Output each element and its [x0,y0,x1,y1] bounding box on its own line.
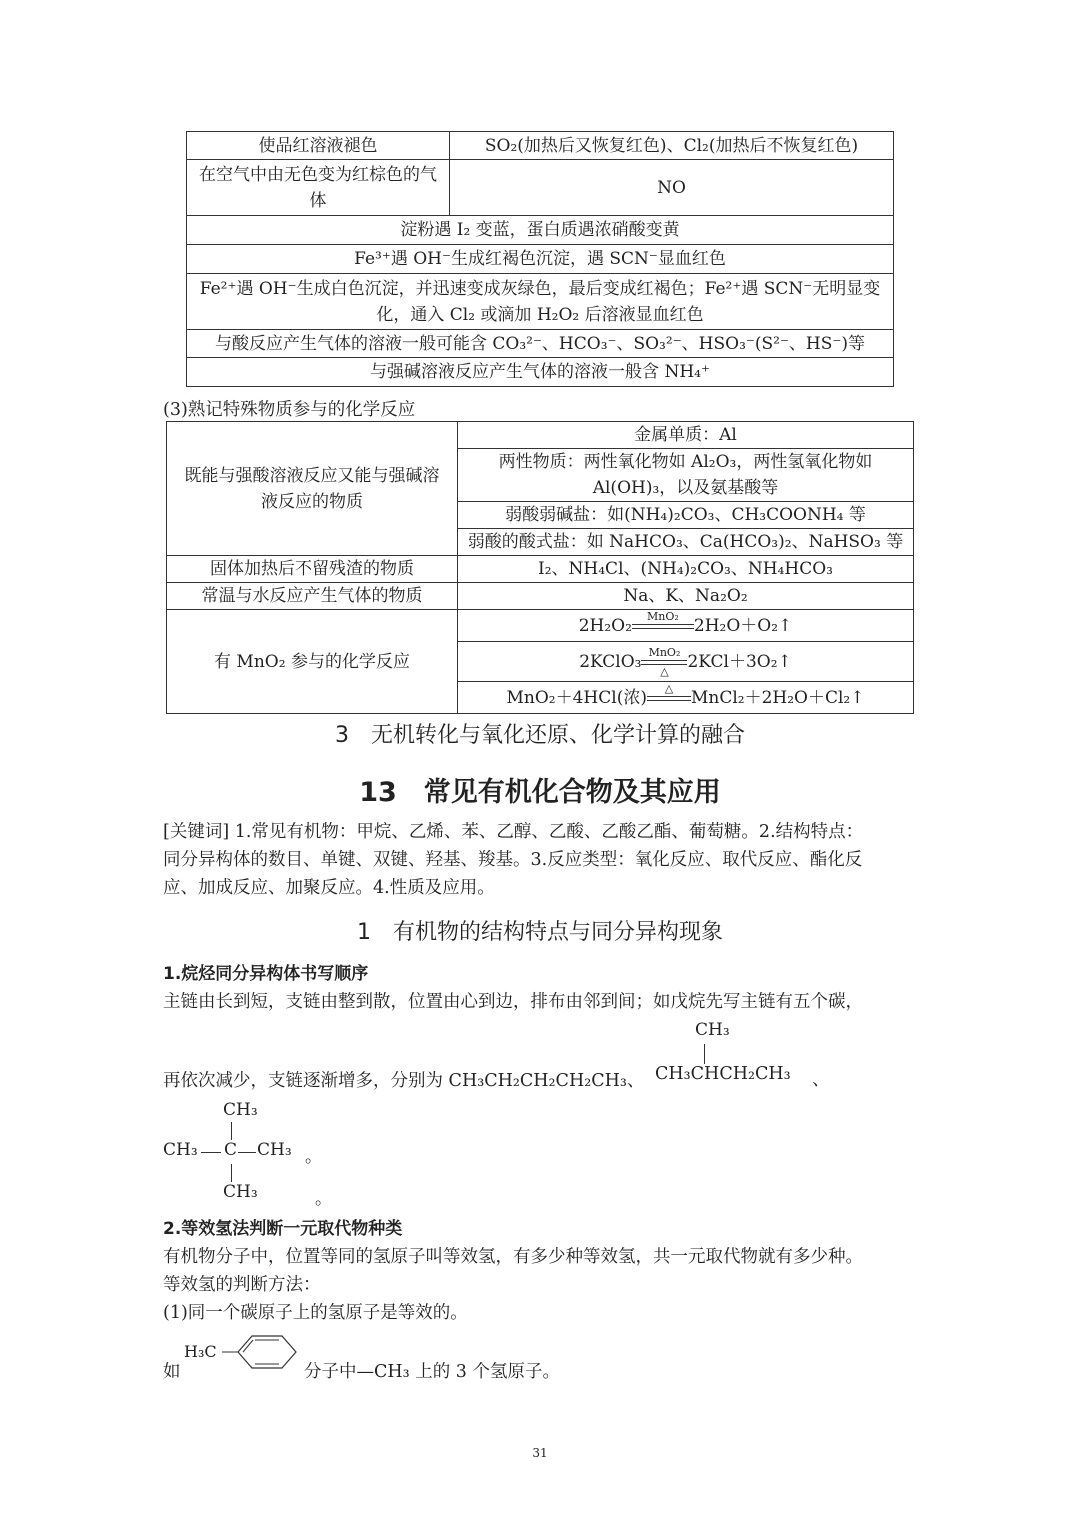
table-cell: 常温与水反应产生气体的物质 [167,583,458,610]
table-cell: 与强碱溶液反应产生气体的溶液一般含 NH₄⁺ [187,358,894,387]
bond-vertical [231,1164,232,1182]
section-heading: 1 有机物的结构特点与同分异构现象 [357,920,723,945]
table-cell: SO₂(加热后又恢复红色)、Cl₂(加热后不恢复红色) [450,132,894,160]
eq-left: 2H₂O₂ [578,615,632,636]
eq-arrow [647,681,691,711]
keywords-line-3: 应、加成反应、加聚反应。4.性质及应用。 [163,878,495,898]
table-cell: 淀粉遇 I₂ 变蓝，蛋白质遇浓硝酸变黄 [187,216,894,245]
benzene-ring-icon [182,1330,302,1380]
keywords-label: [关键词] [163,822,230,842]
substituent: CH₃ [223,1100,258,1120]
table-cell: 固体加热后不留残渣的物质 [167,556,458,583]
equation-1 [458,610,914,642]
table-cell: 弱酸弱碱盐：如(NH₄)₂CO₃、CH₃COONH₄ 等 [458,502,914,529]
page-number: 31 [532,1446,548,1460]
main-chain: CH₃CHCH₂CH₃ [655,1064,791,1084]
eq-arrow [641,645,687,678]
keywords-text: 1.常见有机物：甲烷、乙烯、苯、乙醇、乙酸、乙酸乙酯、葡萄糖。2.结构特点： [234,822,864,842]
table-cell: 有 MnO₂ 参与的化学反应 [167,610,458,714]
table-cell: Fe³⁺遇 OH⁻生成红褐色沉淀，遇 SCN⁻显血红色 [187,245,894,274]
table-cell: 两性物质：两性氧化物如 Al₂O₃，两性氢氧化物如 Al(OH)₃，以及氨基酸等 [458,449,914,502]
eq-left: 2KClO₃ [579,651,642,672]
keywords-line-1 [163,818,863,846]
period: 。 [315,1189,332,1209]
chapter-title: 13 常见有机化合物及其应用 [359,777,721,808]
substituent: CH₃ [695,1020,730,1040]
eq-condition-heat: △ [660,664,669,678]
table-cell: 在空气中由无色变为红棕色的气体 [187,160,450,216]
structure-toluene [182,1330,302,1380]
period: 。 [305,1147,322,1167]
central-carbon: C [224,1140,238,1160]
table-cell: 与酸反应产生气体的溶液一般可能含 CO₃²⁻、HCO₃⁻、SO₃²⁻、HSO₃⁻(S²⁻、HS⁻)等 [187,330,894,358]
eq-condition: △ [664,681,674,695]
subsection-title: 1.烷烃同分异构体书写顺序 [163,964,369,984]
eq-condition: MnO₂ [648,645,681,659]
separator: 、 [812,1070,830,1090]
table-cell: 既能与强酸溶液反应又能与强碱溶液反应的物质 [167,422,458,556]
paragraph-line: 等效氢的判断方法： [163,1275,321,1295]
section-subtitle: (3)熟记特殊物质参与的化学反应 [163,400,416,420]
structure-neopentane [163,1100,343,1210]
table-cell: 弱酸的酸式盐：如 NaHCO₃、Ca(HCO₃)₂、NaHSO₃ 等 [458,529,914,556]
paragraph-line: 有机物分子中，位置等同的氢原子叫等效氢，有多少种等效氢，共一元取代物就有多少种。 [163,1247,863,1267]
eq-right: MnCl₂＋2H₂O＋Cl₂↑ [690,687,865,708]
table-indicators [186,131,894,387]
paragraph-line: (1)同一个碳原子上的氢原子是等效的。 [163,1303,468,1323]
substituent: CH₃ [163,1140,198,1160]
bond-horizontal [201,1152,221,1153]
substituent: CH₃ [257,1140,292,1160]
table-cell: Fe²⁺遇 OH⁻生成白色沉淀，并迅速变成灰绿色，最后变成红褐色；Fe²⁺遇 SCN⁻无明显变化，通入 Cl₂ 或滴加 H₂O₂ 后溶液显血红色 [187,274,894,330]
paragraph-line: 主链由长到短，支链由整到散，位置由心到边，排布由邻到间；如戊烷先写主链有五个碳， [163,992,863,1012]
eq-right: 2KCl＋3O₂↑ [687,651,792,672]
paragraph-line: 再依次减少，支链逐渐增多，分别为 CH₃CH₂CH₂CH₂CH₃、 [163,1071,645,1091]
table-cell: 使品红溶液褪色 [187,132,450,160]
bond-vertical [704,1044,705,1064]
structure-isopentane [655,1020,805,1090]
bond-vertical [231,1122,232,1140]
bond-horizontal [238,1152,256,1153]
section-heading: 3 无机转化与氧化还原、化学计算的融合 [335,723,745,748]
keywords-line-2: 同分异构体的数目、单键、双键、羟基、羧基。3.反应类型：氧化反应、取代反应、酯化反 [163,850,863,870]
toluene-prefix: 如 [163,1362,181,1382]
toluene-suffix: 分子中—CH₃ 上的 3 个氢原子。 [304,1362,560,1382]
eq-condition: MnO₂ [647,609,679,623]
eq-left: MnO₂＋4HCl(浓) [506,687,647,708]
table-cell: Na、K、Na₂O₂ [458,583,914,610]
equation-3 [458,682,914,714]
table-cell: NO [450,160,894,216]
table-cell: I₂、NH₄Cl、(NH₄)₂CO₃、NH₄HCO₃ [458,556,914,583]
eq-right: 2H₂O＋O₂↑ [693,615,793,636]
table-special-reactions [166,421,914,714]
table-cell: 金属单质：Al [458,422,914,449]
subsection-title: 2.等效氢法判断一元取代物种类 [163,1219,403,1239]
substituent: CH₃ [223,1182,258,1202]
eq-arrow [632,609,694,639]
methyl-label: H₃C [184,1342,217,1361]
